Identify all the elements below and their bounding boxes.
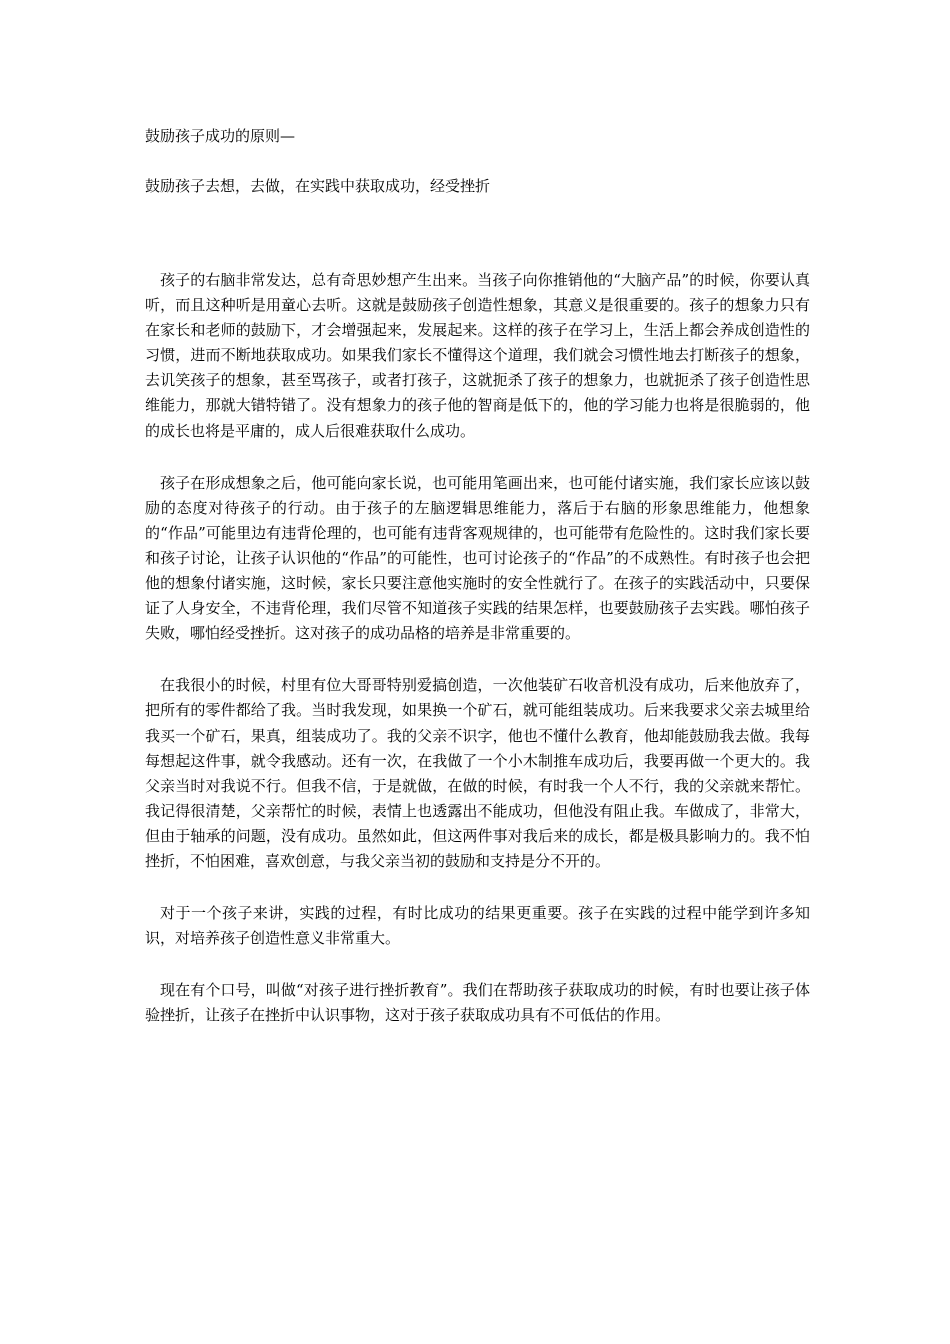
paragraph-1: 孩子的右脑非常发达，总有奇思妙想产生出来。当孩子向你推销他的“大脑产品”的时候，你要认真听，而且这种听是用童心去听。这就是鼓励孩子创造性想象，其意义是很重要的。孩子的想象力只有在家长和老师的鼓励下，才会增强起来，发展起来。这样的孩子在学习上，生活上都会养成创造性的习惯，进而不断地获取成功。如果我们家长不懂得这个道理，我们就会习惯性地去打断孩子的想象，去讥笑孩子的想象，甚至骂孩子，或者打孩子，这就扼杀了孩子的想象力，也就扼杀了孩子创造性思维能力，那就大错特错了。没有想象力的孩子他的智商是低下的，他的学习能力也将是很脆弱的，他的成长也将是平庸的，成人后很难获取什么成功。 xyxy=(145,271,810,440)
paragraph-5: 现在有个口号，叫做“对孩子进行挫折教育”。我们在帮助孩子获取成功的时候，有时也要让孩子体验挫折，让孩子在挫折中认识事物，这对于孩子获取成功具有不可低估的作用。 xyxy=(145,981,810,1025)
paragraph-3: 在我很小的时候，村里有位大哥哥特别爱搞创造，一次他装矿石收音机没有成功，后来他放弃了，把所有的零件都给了我。当时我发现，如果换一个矿石，就可能组装成功。后来我要求父亲去城里给我买一个矿石，果真，组装成功了。我的父亲不识字，他也不懂什么教育，他却能鼓励我去做。我每每想起这件事，就令我感动。还有一次，在我做了一个小木制推车成功后，我要再做一个更大的。我父亲当时对我说不行。但我不信，于是就做，在做的时候，有时我一个人不行，我的父亲就来帮忙。我记得很清楚，父亲帮忙的时候，表情上也透露出不能成功，但他没有阻止我。车做成了，非常大，但由于轴承的问题，没有成功。虽然如此，但这两件事对我后来的成长，都是极具影响力的。我不怕挫折，不怕困难，喜欢创意，与我父亲当初的鼓励和支持是分不开的。 xyxy=(145,676,810,870)
paragraph-4: 对于一个孩子来讲，实践的过程，有时比成功的结果更重要。孩子在实践的过程中能学到许多知识，对培养孩子创造性意义非常重大。 xyxy=(145,904,810,948)
document-subtitle: 鼓励孩子去想，去做，在实践中获取成功，经受挫折 xyxy=(145,177,491,195)
document-body xyxy=(145,268,810,1055)
paragraph-2: 孩子在形成想象之后，他可能向家长说，也可能用笔画出来，也可能付诸实施，我们家长应该以鼓励的态度对待孩子的行动。由于孩子的左脑逻辑思维能力，落后于右脑的形象思维能力，他想象的“作品”可能里边有违背伦理的，也可能有违背客观规律的，也可能带有危险性的。这时我们家长要和孩子讨论，让孩子认识他的“作品”的可能性，也可讨论孩子的“作品”的不成熟性。有时孩子也会把他的想象付诸实施，这时候，家长只要注意他实施时的安全性就行了。在孩子的实践活动中，只要保证了人身安全，不违背伦理，我们尽管不知道孩子实践的结果怎样，也要鼓励孩子去实践。哪怕孩子失败，哪怕经受挫折。这对孩子的成功品格的培养是非常重要的。 xyxy=(145,473,810,643)
document-title: 鼓励孩子成功的原则— xyxy=(145,127,296,145)
